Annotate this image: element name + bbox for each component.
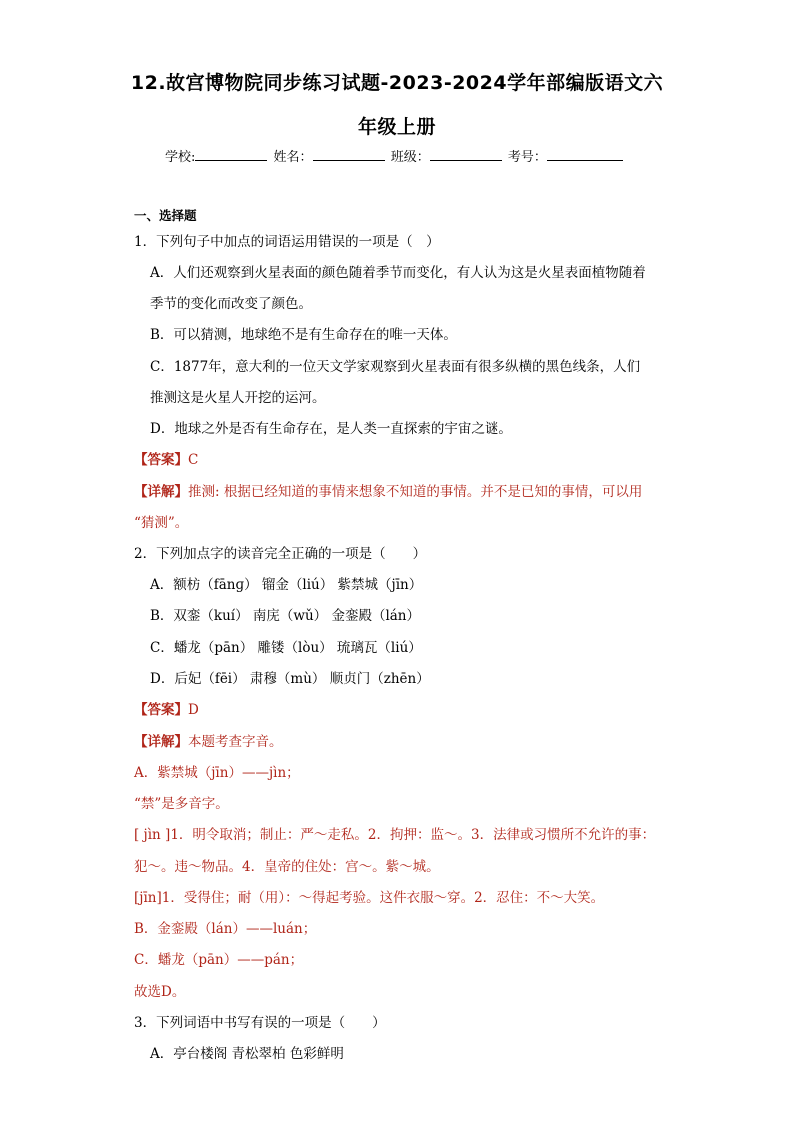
q1-answer-value: C xyxy=(188,452,199,468)
q1-detail-line-2: “猜测”。 xyxy=(134,515,189,531)
student-info-line xyxy=(165,146,625,165)
q2-option-d: D．后妃（fēi） 肃穆（mù） 顺贞门（zhēn） xyxy=(150,671,430,687)
q3-option-a: A．亭台楼阁 青松翠柏 色彩鲜明 xyxy=(150,1046,344,1062)
q2-answer xyxy=(134,701,199,719)
q1-option-a-line-2: 季节的变化而改变了颜色。 xyxy=(150,296,312,312)
q1-stem: 1．下列句子中加点的词语运用错误的一项是（ ） xyxy=(134,234,440,250)
class-label: 班级： xyxy=(390,150,430,165)
section-heading: 一、选择题 xyxy=(134,208,197,223)
q2-answer-value: D xyxy=(188,702,199,718)
q2-detail-intro xyxy=(134,733,283,751)
q2-detail-polyphone: “禁”是多音字。 xyxy=(134,796,229,812)
school-blank[interactable] xyxy=(195,146,267,161)
class-blank[interactable] xyxy=(430,146,502,161)
school-label: 学校: xyxy=(165,150,196,165)
page-title-line-2: 年级上册 xyxy=(357,116,436,138)
q2-detail-label: 【详解】 xyxy=(134,734,188,750)
q1-option-d: D．地球之外是否有生命存在，是人类一直探索的宇宙之谜。 xyxy=(150,421,512,437)
q2-answer-label: 【答案】 xyxy=(134,702,188,718)
q1-option-a-line-1: A．人们还观察到火星表面的颜色随着季节而变化，有人认为这是火星表面植物随着 xyxy=(150,265,646,281)
exam-no-blank[interactable] xyxy=(547,146,623,161)
q1-option-c-line-1: C．1877年，意大利的一位天文学家观察到火星表面有很多纵横的黑色线条，人们 xyxy=(150,359,641,375)
q2-stem: 2．下列加点字的读音完全正确的一项是（ ） xyxy=(134,546,427,562)
q1-option-b: B．可以猜测，地球绝不是有生命存在的唯一天体。 xyxy=(150,327,457,343)
q2-option-a: A．额枋（fānɡ） 镏金（liú） 紫禁城（jīn） xyxy=(150,577,423,593)
exam-no-label: 考号： xyxy=(507,150,547,165)
q2-detail-jin4-line-2: 犯～。违～物品。4．皇帝的住处：宫～。紫～城。 xyxy=(134,859,440,875)
q2-detail-jin4-line-1: [ jìn ]1．明令取消；制止：严～走私。2．拘押：监～。3．法律或习惯所不允许的事： xyxy=(134,827,656,843)
q1-option-c-line-2: 推测这是火星人开挖的运河。 xyxy=(150,390,326,406)
q2-option-b: B．双銮（kuí） 南庑（wǔ） 金銮殿（lán） xyxy=(150,608,421,624)
q2-detail-b: B．金銮殿（lán）——luán； xyxy=(134,921,317,937)
name-blank[interactable] xyxy=(313,146,385,161)
q2-detail-c: C．蟠龙（pān）——pán； xyxy=(134,952,304,968)
page-title-line-1: 12.故宫博物院同步练习试题-2023-2024学年部编版语文六 xyxy=(130,72,664,94)
q2-option-c: C．蟠龙（pān） 雕镂（lòu） 琉璃瓦（liú） xyxy=(150,640,422,656)
q1-detail-line-1 xyxy=(134,483,642,501)
q2-detail-intro-text: 本题考查字音。 xyxy=(188,734,283,750)
q1-answer xyxy=(134,451,198,469)
q3-stem: 3．下列词语中书写有误的一项是（ ） xyxy=(134,1015,386,1031)
q2-conclusion: 故选D。 xyxy=(134,984,186,1000)
q1-answer-label: 【答案】 xyxy=(134,452,188,468)
q1-detail-label: 【详解】 xyxy=(134,484,188,500)
name-label: 姓名： xyxy=(273,150,313,165)
q2-detail-jin1: [jīn]1．受得住；耐（用）：～得起考验。这件衣服～穿。2．忍住：不～大笑。 xyxy=(134,890,605,906)
q1-detail-text-1: 推测: 根据已经知道的事情来想象不知道的事情。并不是已知的事情，可以用 xyxy=(188,484,643,500)
q2-detail-a: A．紫禁城（jīn）——jìn； xyxy=(134,765,300,781)
